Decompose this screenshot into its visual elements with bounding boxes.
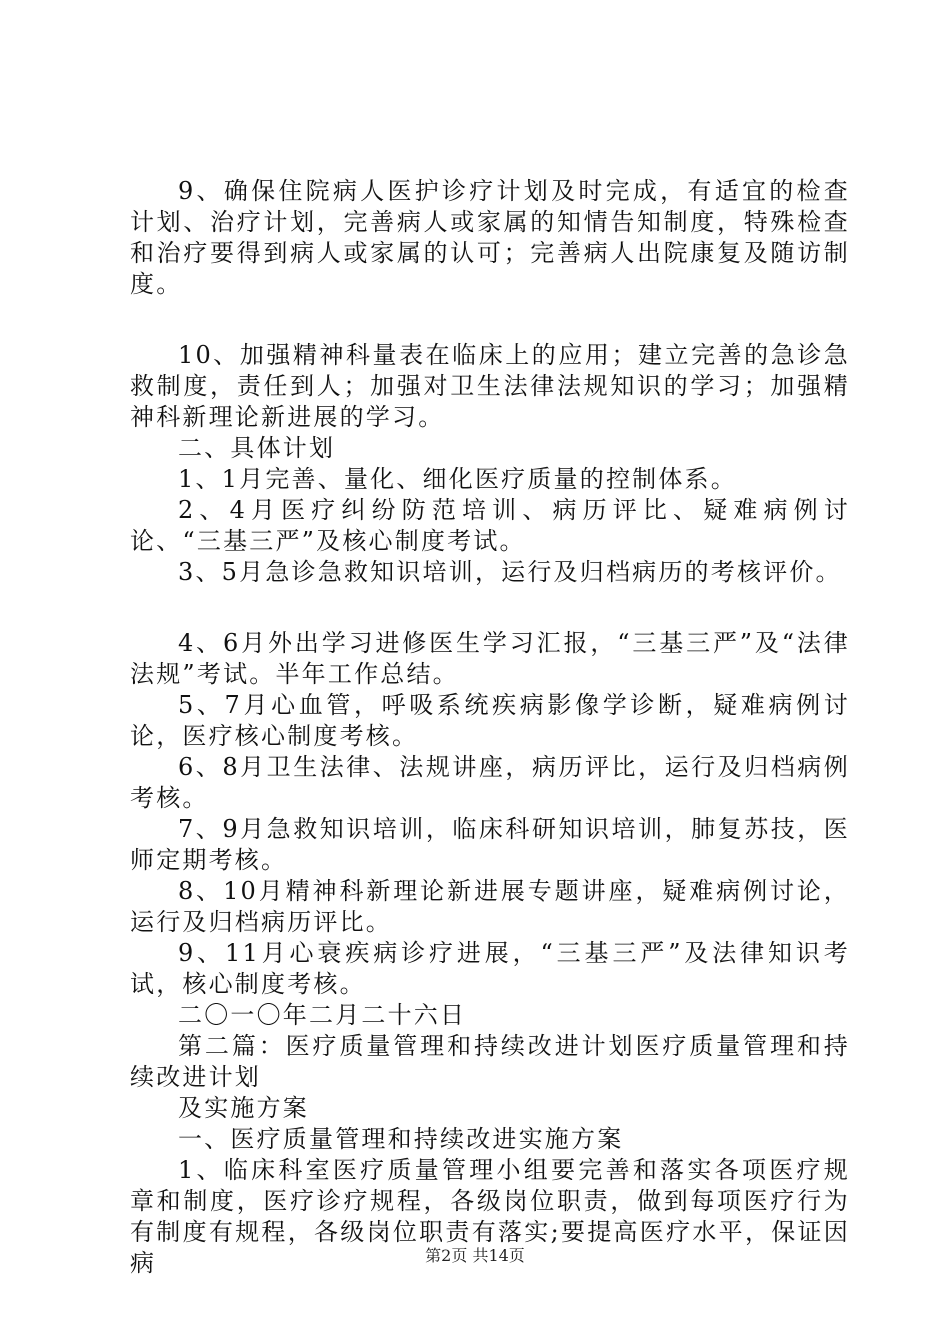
plan-item-4: 4、6月外出学习进修医生学习汇报，“三基三严”及“法律法规”考试。半年工作总结。: [130, 629, 850, 688]
section-heading-quality: 一、医疗质量管理和持续改进实施方案: [178, 1125, 624, 1153]
chapter-subtitle: 及实施方案: [178, 1094, 309, 1122]
paragraph-item-10: 10、加强精神科量表在临床上的应用；建立完善的急诊急救制度，责任到人；加强对卫生法律法规知识的学习；加强精神科新理论新进展的学习。: [130, 341, 850, 431]
paragraph-gap: [130, 588, 850, 628]
paragraph-item-9: 9、确保住院病人医护诊疗计划及时完成，有适宜的检查计划、治疗计划，完善病人或家属的知情告知制度，特殊检查和治疗要得到病人或家属的认可；完善病人出院康复及随访制度。: [130, 177, 850, 298]
plan-item-5: 5、7月心血管，呼吸系统疾病影像学诊断，疑难病例讨论，医疗核心制度考核。: [130, 691, 850, 750]
page-number-footer: 第2页 共14页: [425, 1246, 525, 1265]
quality-item-1: 1、临床科室医疗质量管理小组要完善和落实各项医疗规章和制度，医疗诊疗规程，各级岗位职责，做到每项医疗行为有制度有规程，各级岗位职责有落实;要提高医疗水平，保证因病: [130, 1156, 850, 1277]
plan-item-3: 3、5月急诊急救知识培训，运行及归档病历的考核评价。: [178, 558, 842, 586]
plan-item-9: 9、11月心衰疾病诊疗进展，“三基三严”及法律知识考试，核心制度考核。: [130, 939, 850, 998]
plan-item-2: 2、4月医疗纠纷防范培训、病历评比、疑难病例讨论、“三基三严”及核心制度考试。: [130, 496, 850, 555]
paragraph-gap: [130, 300, 850, 340]
document-date: 二〇一〇年二月二十六日: [178, 1001, 467, 1029]
document-body: [130, 176, 850, 1279]
plan-item-6: 6、8月卫生法律、法规讲座，病历评比，运行及归档病例考核。: [130, 753, 850, 812]
section-heading-plan: 二、具体计划: [178, 434, 336, 462]
chapter-title: 第二篇：医疗质量管理和持续改进计划医疗质量管理和持续改进计划: [130, 1032, 850, 1091]
plan-item-7: 7、9月急救知识培训，临床科研知识培训，肺复苏技，医师定期考核。: [130, 815, 850, 874]
plan-item-1: 1、1月完善、量化、细化医疗质量的控制体系。: [178, 465, 737, 493]
plan-item-8: 8、10月精神科新理论新进展专题讲座，疑难病例讨论，运行及归档病历评比。: [130, 877, 850, 936]
